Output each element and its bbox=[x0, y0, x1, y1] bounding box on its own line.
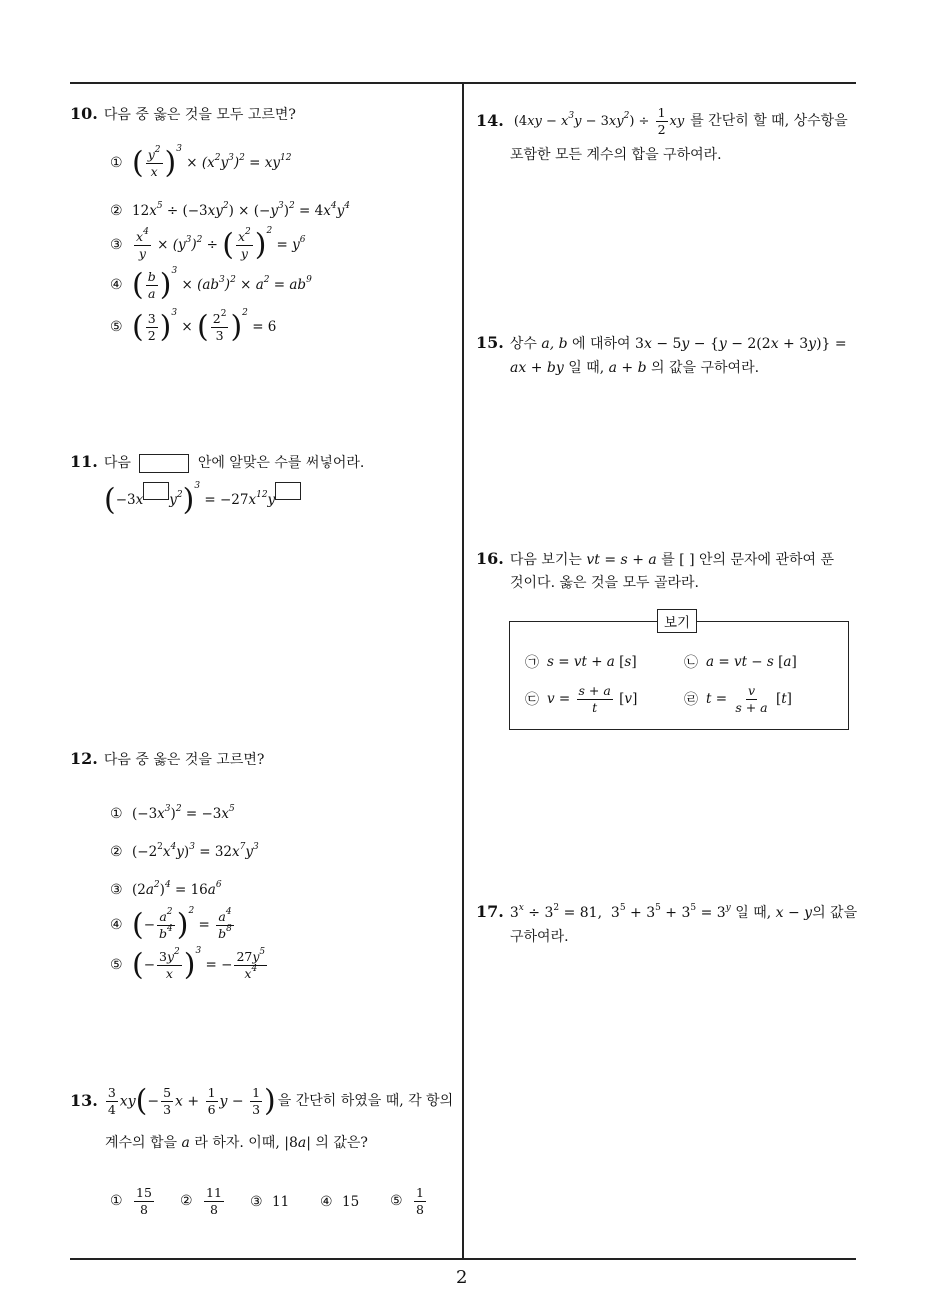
question-17: 17. $3^x \div 3^2 = 81$, $3^5 + 3^5 + 3^5 = 3^y$ 일 때, x − y의 값을 bbox=[476, 902, 858, 921]
expression: $\frac{x^4}{y}$ × $(y^3)^2$ ÷ ( $\frac{x^2}{y}$ )$^2 = y^6$ bbox=[136, 225, 306, 263]
q13-option-1[interactable]: ① $\frac{15}{8}$ bbox=[110, 1185, 152, 1217]
q10-choice-3[interactable]: ③ $\frac{x^4}{y}$ × $(y^3)^2$ ÷ ( $\frac{x^2}{y}$ )$^2 = y^6$ bbox=[110, 225, 306, 263]
q12-choice-2[interactable]: ② $(-2^2x^4y)^3 = 32x^7y^3$ bbox=[110, 842, 259, 860]
q12-choice-3[interactable]: ③ $(2a^2)^4 = 16a^6$ bbox=[110, 880, 222, 898]
bogi-item-1: ㉠ s = vt + a [s] bbox=[525, 654, 637, 671]
q10-choice-4[interactable]: ④ ( $\frac{b}{a}$ )$^3 \times (ab^3)^2 \times a^2 = ab^9$ bbox=[110, 265, 312, 303]
expression: ( $\frac{y^2}{x}$ )$^3 \times (x^2y^3)^2 = xy^{12}$ bbox=[132, 143, 292, 181]
question-number: 13. bbox=[70, 1091, 98, 1111]
question-14: 14. $(4xy - x^3y - 3xy^2)$ ÷ $\frac{1}{2}$ xy 를 간단히 할 때, 상수항을 bbox=[476, 105, 848, 137]
question-number: 15. bbox=[476, 333, 504, 352]
question-number: 16. bbox=[476, 549, 504, 568]
q12-choice-1[interactable]: ① $(-3x^3)^2 = -3x^5$ bbox=[110, 804, 235, 822]
expression: $(-3x^3)^2 = -3x^5$ bbox=[132, 804, 235, 822]
question-number: 12. bbox=[70, 749, 98, 768]
expression: $(2a^2)^4 = 16a^6$ bbox=[132, 880, 222, 898]
blank-box-2[interactable] bbox=[275, 482, 301, 500]
page-number: 2 bbox=[456, 1267, 468, 1288]
bogi-item-4: ㉣ t = $\frac{v}{s + a}$ [t] bbox=[684, 683, 792, 715]
q10-choice-5[interactable]: ⑤ ( $\frac{3}{2}$ )$^3$ × ( $\frac{2^2}{3}$ )$^2$ = 6 bbox=[110, 307, 277, 345]
question-number: 10. bbox=[70, 104, 98, 123]
q11-expression: (−3x $y^2)^3 = -27x^{12}y$ bbox=[104, 482, 301, 516]
question-text: 다음 중 옳은 것을 모두 고르면? bbox=[103, 107, 296, 123]
expression: ( $\frac{b}{a}$ )$^3 \times (ab^3)^2 \times a^2 = ab^9$ bbox=[132, 265, 312, 303]
expression: $(-2^2x^4y)^3 = 32x^7y^3$ bbox=[132, 842, 259, 860]
column-divider bbox=[462, 82, 464, 1259]
blank-box-1[interactable] bbox=[143, 482, 169, 500]
question-15-line2: ax + by 일 때, a + b 의 값을 구하여라. bbox=[510, 360, 760, 376]
expression: ( $\frac{3}{2}$ )$^3$ × ( $\frac{2^2}{3}$ )$^2$ = 6 bbox=[132, 307, 277, 345]
q13-option-2[interactable]: ② $\frac{11}{8}$ bbox=[180, 1185, 222, 1217]
expression: $12x^5 \div (-3xy^2) \times (-y^3)^2 = 4x^4y^4$ bbox=[132, 201, 350, 219]
answer-box bbox=[139, 454, 189, 473]
question-14-line2: 포함한 모든 계수의 합을 구하여라. bbox=[510, 147, 722, 163]
question-12: 12. 다음 중 옳은 것을 고르면? bbox=[70, 749, 265, 768]
question-number: 17. bbox=[476, 902, 504, 921]
q13-option-4[interactable]: ④ 15 bbox=[320, 1194, 360, 1210]
question-number: 11. bbox=[70, 452, 98, 471]
question-16: 16. 다음 보기는 vt = s + a 를 [ ] 안의 문자에 관하여 푼 bbox=[476, 549, 835, 568]
expression: $\frac{3}{4}$ xy(− $\frac{5}{3}$ x + $\frac{1}{6}$ y − $\frac{1}{3}$ ) bbox=[107, 1083, 276, 1119]
question-10 bbox=[70, 104, 296, 125]
bogi-title: 보기 bbox=[657, 609, 697, 633]
bogi-item-3: ㉢ v = $\frac{s + a}{t}$ [v] bbox=[525, 683, 638, 715]
question-13: 13. $\frac{3}{4}$ xy(− $\frac{5}{3}$ x + $\frac{1}{6}$ y − $\frac{1}{3}$ ) 을 간단히 하였을 때, 각 항의 bbox=[70, 1083, 454, 1119]
question-number: 14. bbox=[476, 111, 504, 131]
q12-choice-5[interactable]: ⑤ (− $\frac{3y^2}{x}$ )$^3$ = − $\frac{27y^5}{x^4}$ bbox=[110, 950, 269, 981]
q12-choice-4[interactable]: ④ (− $\frac{a^2}{b^4}$ )$^2$ = $\frac{a^4}{b^8}$ bbox=[110, 910, 236, 941]
question-13-line2: 계수의 합을 a 라 하자. 이때, |8a| 의 값은? bbox=[105, 1135, 368, 1151]
expression: (− $\frac{a^2}{b^4}$ )$^2$ = $\frac{a^4}{b^8}$ bbox=[132, 905, 232, 943]
question-17-line2: 구하여라. bbox=[510, 929, 569, 945]
q10-choice-1[interactable]: ① ( $\frac{y^2}{x}$ )$^3 \times (x^2y^3)^2 = xy^{12}$ bbox=[110, 143, 292, 181]
q13-option-5[interactable]: ⑤ $\frac{1}{8}$ bbox=[390, 1185, 424, 1217]
q10-choice-2[interactable]: ② $12x^5 \div (-3xy^2) \times (-y^3)^2 = 4x^4y^4$ bbox=[110, 201, 350, 219]
q13-option-3[interactable]: ③ 11 bbox=[250, 1194, 290, 1210]
expression: (− $\frac{3y^2}{x}$ )$^3$ = − $\frac{27y^5}{x^4}$ bbox=[132, 945, 266, 983]
question-11: 11. 다음 안에 알맞은 수를 써넣어라. bbox=[70, 452, 365, 471]
bogi-item-2: ㉡ a = vt − s [a] bbox=[684, 654, 797, 671]
question-15: 15. 상수 a, b 에 대하여 3x − 5y − {y − 2(2x + 3y)} = bbox=[476, 333, 847, 352]
question-16-line2: 것이다. 옳은 것을 모두 골라라. bbox=[510, 575, 699, 591]
expression: $3^x \div 3^2 = 81$, $3^5 + 3^5 + 3^5 = 3^y$ bbox=[509, 903, 731, 921]
expression: $(4xy - x^3y - 3xy^2)$ ÷ $\frac{1}{2}$ xy bbox=[513, 105, 685, 137]
